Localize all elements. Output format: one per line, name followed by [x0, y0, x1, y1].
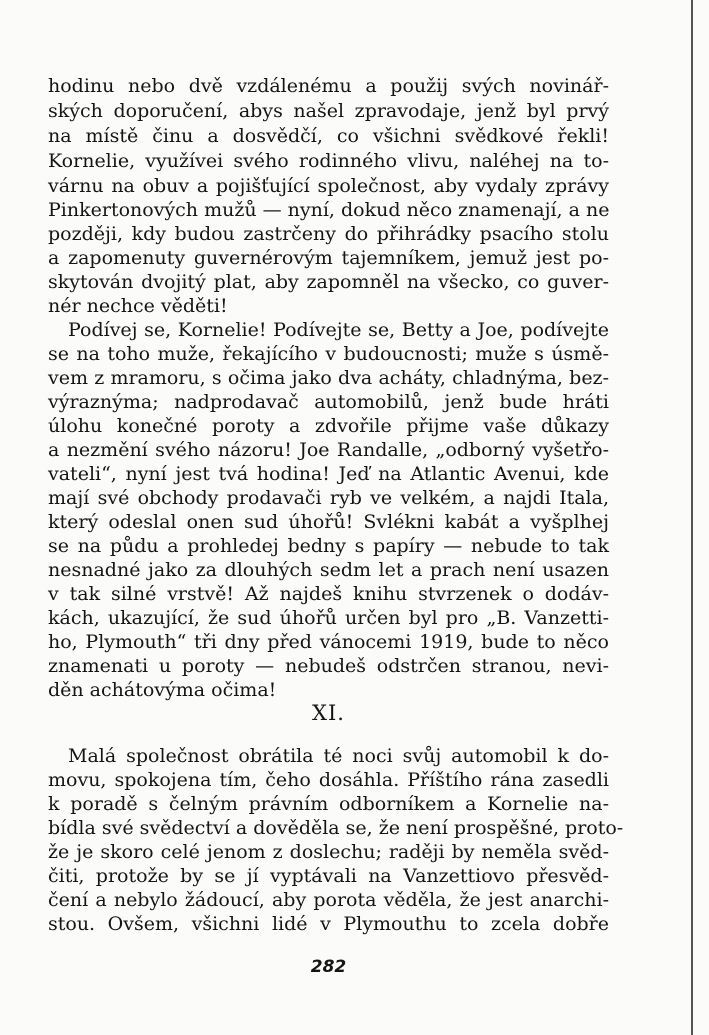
text-line: děn achátovýma očima!: [48, 679, 277, 701]
text-line: Pinkertonových mužů — nyní, dokud něco znamenají, a ne: [48, 199, 610, 221]
text-line: úlohu konečné poroty a zdvořile přijme vaše důkazy: [48, 415, 609, 437]
text-line: movu, spokojena tím, čeho dosáhla. Příštího rána zasedli: [48, 769, 609, 791]
text-line: a nezmění svého názoru! Joe Randalle, „odborný vyšetřo-: [48, 439, 609, 461]
text-line: vateli“, nyní jest tvá hodina! Jeď na Atlantic Avenui, kde: [48, 463, 609, 485]
text-line: později, kdy budou zastrčeny do přihrádky psacího stolu: [48, 223, 609, 245]
text-line: ho, Plymouth“ tři dny před vánocemi 1919, bude to něco: [48, 631, 609, 653]
text-line: na místě činu a dosvědčí, co všichni svědkové řekli!: [48, 125, 609, 147]
text-line: Podívej se, Kornelie! Podívejte se, Betty a Joe, podívejte: [68, 319, 609, 341]
text-line: nér nechce věděti!: [48, 295, 228, 317]
text-line: čení a nebylo žádoucí, aby porota věděla, že jest anarchi-: [48, 889, 609, 911]
text-line: Malá společnost obrátila té noci svůj automobil k do-: [68, 745, 609, 767]
text-line: že je skoro celé jenom z doslechu; raději by neměla svěd-: [48, 841, 609, 863]
text-line: a zapomenuty guvernérovým tajemníkem, jemuž jest po-: [48, 247, 609, 269]
text-line: Kornelie, využívei svého rodinného vlivu, naléhej na to-: [48, 150, 609, 172]
text-line: skytován dvojitý plat, aby zapomněl na všecko, co guver-: [48, 271, 609, 293]
text-line: vem z mramoru, s očima jako dva acháty, chladnýma, bez-: [48, 367, 609, 389]
text-line: znamenati u poroty — nebudeš odstrčen stranou, nevi-: [48, 655, 609, 677]
text-line: nesnadné jako za dlouhých sedm let a prach není usazen: [48, 559, 609, 581]
text-line: čiti, protože by se jí vyptávali na Vanzettiovo přesvěd-: [48, 865, 609, 887]
page-number: 282: [310, 957, 347, 977]
text-line: bídla své svědectví a dověděla se, že není prospěšné, proto-: [48, 817, 624, 839]
text-line: ských doporučení, abys našel zpravodaje, jenž byl prvý: [48, 100, 609, 122]
page-edge-shadow: [691, 0, 697, 1035]
text-line: várnu na obuv a pojišťující společnost, aby vydaly zprávy: [48, 175, 609, 197]
text-line: k poradě s čelným právním odborníkem a Kornelie na-: [48, 793, 609, 815]
text-line: stou. Ovšem, všichni lidé v Plymouthu to zcela dobře: [48, 913, 609, 935]
text-line: se na toho muže, řekajícího v budoucnosti; muže s úsmě-: [48, 343, 609, 365]
text-line: se na půdu a prohledej bedny s papíry — nebude to tak: [48, 535, 609, 557]
text-line: hodinu nebo dvě vzdálenému a použij svých novinář-: [48, 75, 609, 97]
text-line: mají své obchody prodavači ryb ve velkém, a najdi Itala,: [48, 487, 609, 509]
text-line: výraznýma; nadprodavač automobilů, jenž bude hráti: [48, 391, 609, 413]
text-line: v tak silné vrstvě! Až najdeš knihu stvrzenek o dodáv-: [48, 583, 609, 605]
text-line: který odeslal onen sud úhořů! Svlékni kabát a vyšplhej: [48, 511, 609, 533]
text-line: kách, ukazující, že sud úhořů určen byl pro „B. Vanzetti-: [48, 607, 609, 629]
chapter-heading: XI.: [312, 701, 345, 725]
